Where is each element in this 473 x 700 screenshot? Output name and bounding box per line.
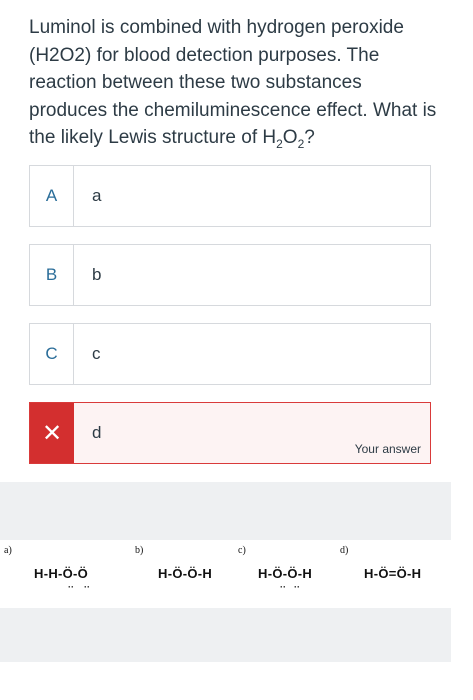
question-text (29, 14, 439, 158)
image-frame-bottom (0, 608, 451, 662)
your-answer-badge: Your answer (354, 442, 421, 456)
answer-option-a[interactable] (29, 165, 431, 227)
lone-pair-dots: ·· (68, 582, 74, 592)
image-frame-top (0, 482, 451, 540)
lone-pair-dots: ·· (84, 582, 90, 592)
incorrect-x-icon: ✕ (30, 403, 74, 463)
structure-label-d: d) (340, 545, 349, 556)
answer-option-d[interactable] (29, 402, 431, 464)
structure-c: H-Ö-Ö-H (258, 566, 313, 581)
option-label: b (92, 265, 102, 284)
lone-pair-dots: ·· (280, 582, 286, 592)
structure-label-c: c) (238, 545, 246, 556)
lewis-structures-image (0, 540, 451, 608)
structure-b: H-Ö-Ö-H (158, 566, 213, 581)
lone-pair-dots: ·· (294, 582, 300, 592)
question-formula: $H_2O_2$? (262, 127, 315, 151)
structure-d: H-Ö=Ö-H (364, 566, 422, 581)
structure-a: H-H-Ö-Ö (34, 566, 89, 581)
structure-label-b: b) (135, 545, 144, 556)
option-label: d (92, 423, 102, 442)
structure-label-a: a) (4, 545, 12, 556)
answer-option-c[interactable] (29, 323, 431, 385)
option-letter: B (30, 245, 74, 305)
question-body: Luminol is combined with hydrogen peroxide (H2O2) for blood detection purposes. The reaction between these two substances produces the chemiluminescence effect. What is the likely Lewis structure of (29, 17, 437, 148)
option-letter: C (30, 324, 74, 384)
answer-option-b[interactable] (29, 244, 431, 306)
option-label: a (92, 186, 102, 205)
option-letter: A (30, 166, 74, 226)
option-label: c (92, 344, 101, 363)
